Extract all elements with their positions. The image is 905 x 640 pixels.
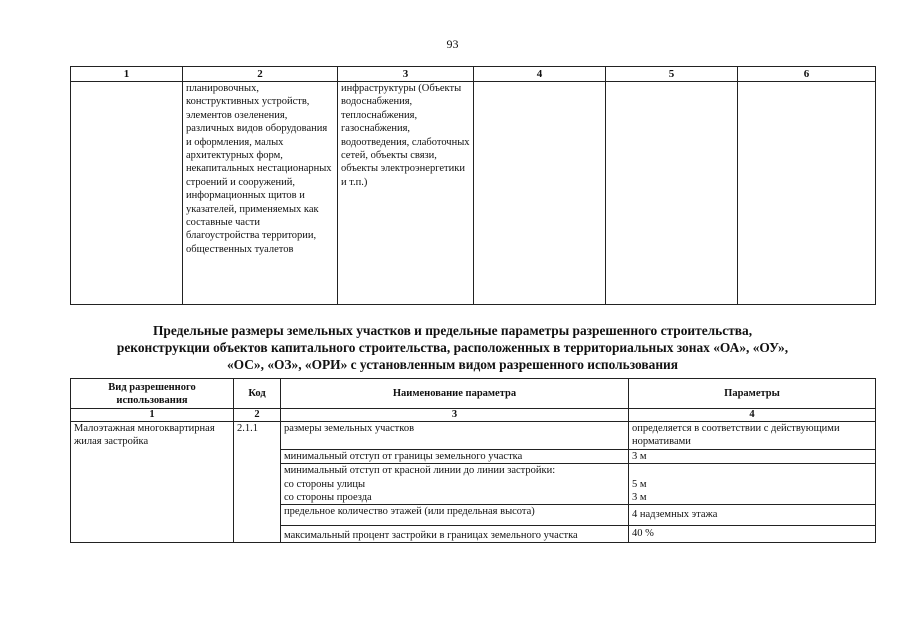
column-number: 2 xyxy=(183,67,338,82)
param-value-line: 3 м xyxy=(632,492,647,504)
param-name-cell: предельное количество этажей (или предельная высота) xyxy=(281,505,629,525)
table-row xyxy=(71,82,876,305)
table-cell xyxy=(606,82,738,305)
header-param-value: Параметры xyxy=(629,379,876,409)
param-value-cell: 3 м xyxy=(629,449,876,463)
column-numbers-row xyxy=(71,409,876,422)
param-value-cell: 40 % xyxy=(629,525,876,542)
column-number: 6 xyxy=(738,67,876,82)
param-name-cell: размеры земельных участков xyxy=(281,422,629,450)
param-line: со стороны проезда xyxy=(284,492,372,504)
column-number: 3 xyxy=(281,409,629,422)
table-header-row xyxy=(71,379,876,409)
parameters-table xyxy=(70,378,876,543)
param-line: со стороны улицы xyxy=(284,478,366,490)
param-name-cell: минимальный отступ от границы земельного участка xyxy=(281,449,629,463)
page-number: 93 xyxy=(446,37,459,51)
param-value-line: 5 м xyxy=(632,478,647,490)
param-line: минимальный отступ от красной линии до линии застройки: xyxy=(284,465,556,477)
column-number: 4 xyxy=(629,409,876,422)
column-number: 1 xyxy=(71,67,183,82)
column-number: 3 xyxy=(338,67,474,82)
column-number: 2 xyxy=(234,409,281,422)
use-type-cell: Малоэтажная многоквартирная жилая застройка xyxy=(71,422,234,543)
column-number: 5 xyxy=(606,67,738,82)
column-number: 4 xyxy=(474,67,606,82)
table-row xyxy=(71,422,876,450)
header-code: Код xyxy=(234,379,281,409)
param-name-cell xyxy=(281,464,629,505)
code-cell: 2.1.1 xyxy=(234,422,281,543)
table-cell xyxy=(71,82,183,305)
table-cell xyxy=(738,82,876,305)
header-param-name: Наименование параметра xyxy=(281,379,629,409)
param-value-cell: 4 надземных этажа xyxy=(629,505,876,525)
table-cell: планировочных, конструктивных устройств, элементов озеленения, различных видов оборудования и оформления, малых архитектурных форм, некапитальных нестационарных строений и сооружений, информационных щитов и указателей, применяемых как составные части благоустройства территории, общественных туалетов xyxy=(183,82,338,305)
param-value-cell: определяется в соответствии с действующими нормативами xyxy=(629,422,876,450)
column-number: 1 xyxy=(71,409,234,422)
table-cell: инфраструктуры (Объекты водоснабжения, теплоснабжения, газоснабжения, водоотведения, слаботочных сетей, объекты связи, объекты электроэнергетики и т.п.) xyxy=(338,82,474,305)
table-cell xyxy=(474,82,606,305)
section-heading xyxy=(60,322,845,373)
heading-line: «ОС», «ОЗ», «ОРИ» с установленным видом разрешенного использования xyxy=(226,357,678,372)
heading-line: Предельные размеры земельных участков и предельные параметры разрешенного строительства, xyxy=(152,323,753,338)
param-name-cell: максимальный процент застройки в границах земельного участка xyxy=(281,525,629,542)
continuation-table xyxy=(70,66,876,305)
heading-line: реконструкции объектов капитального строительства, расположенных в территориальных зонах «ОА», «ОУ», xyxy=(116,340,789,355)
header-use-type: Вид разрешенного использования xyxy=(71,379,234,409)
param-value-cell xyxy=(629,464,876,505)
table-header-row xyxy=(71,67,876,82)
